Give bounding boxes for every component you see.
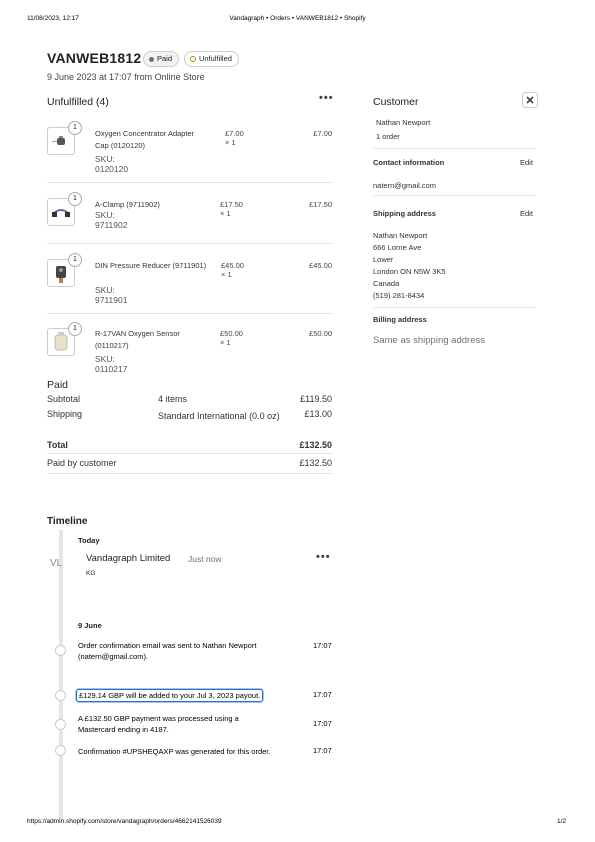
billing-address-title: Billing address xyxy=(373,315,427,324)
divider xyxy=(47,313,333,314)
shipping-desc: Standard International (0.0 oz) xyxy=(158,411,280,421)
divider xyxy=(47,473,333,474)
paid-by-label: Paid by customer xyxy=(47,458,117,468)
billing-address-value: Same as shipping address xyxy=(373,335,485,346)
print-page-title: Vandagraph • Orders • VANWEB1812 • Shopify xyxy=(229,15,366,22)
divider xyxy=(373,148,535,149)
comment-author: Vandagraph Limited xyxy=(86,553,171,564)
unfulfilled-more-button[interactable]: ••• xyxy=(319,92,334,104)
item-sku: SKU: 0110217 xyxy=(95,354,128,374)
paid-badge-label: Paid xyxy=(157,54,173,63)
item-total: £7.00 xyxy=(313,129,332,138)
total-label: Total xyxy=(47,440,68,450)
unfulfilled-dot-icon xyxy=(190,56,196,62)
timeline-today-label: Today xyxy=(78,536,100,545)
timeline-event-text: Confirmation #UPSHEQAXP was generated for this order. xyxy=(78,747,271,756)
address-line: 666 Lorne Ave xyxy=(373,243,422,252)
order-title: VANWEB1812 xyxy=(47,50,142,66)
avatar: VL xyxy=(50,558,63,569)
divider xyxy=(47,243,333,244)
comment-text: KG xyxy=(86,570,96,577)
unfulfilled-title: Unfulfilled (4) xyxy=(47,96,109,108)
item-sku: SKU: 9711901 xyxy=(95,285,128,305)
comment-time: Just now xyxy=(188,554,222,564)
timeline-event-text: Order confirmation email was sent to Nathan Newport (natern@gmail.com). xyxy=(78,641,257,661)
divider xyxy=(47,453,333,454)
unfulfilled-badge xyxy=(184,51,239,67)
order-subtitle: 9 June 2023 at 17:07 from Online Store xyxy=(47,72,205,82)
comment-more-button[interactable]: ••• xyxy=(316,551,331,563)
print-page-number: 1/2 xyxy=(557,818,567,825)
divider xyxy=(47,182,333,183)
timeline-event-time: 17:07 xyxy=(313,641,332,650)
item-unit-price: £50.00 × 1 xyxy=(220,329,243,347)
item-unit-price: £7.00 × 1 xyxy=(225,129,244,147)
divider xyxy=(373,195,535,196)
shipping-address-title: Shipping address xyxy=(373,209,436,218)
paid-badge xyxy=(143,51,179,67)
address-line: Lower xyxy=(373,255,394,264)
paid-dot-icon xyxy=(149,57,154,62)
paid-by-value: £132.50 xyxy=(299,458,332,468)
subtotal-value: £119.50 xyxy=(300,394,332,404)
timeline-event-time: 17:07 xyxy=(313,719,332,728)
unfulfilled-badge-label: Unfulfilled xyxy=(199,54,232,63)
timeline-event-time: 17:07 xyxy=(313,746,332,755)
print-url: https://admin.shopify.com/store/vandagraph/orders/4662141526039 xyxy=(27,818,222,825)
divider xyxy=(373,307,535,308)
timeline-dot xyxy=(55,745,66,756)
edit-contact-button[interactable]: Edit xyxy=(520,158,533,167)
item-unit-price: £17.50 × 1 xyxy=(220,200,243,218)
item-total: £45.00 xyxy=(309,261,332,270)
paid-title: Paid xyxy=(47,379,69,391)
quantity-badge: 1 xyxy=(68,121,82,135)
total-value: £132.50 xyxy=(299,440,332,450)
customer-name-link[interactable]: Nathan Newport xyxy=(376,118,431,127)
timeline-event-time: 17:07 xyxy=(313,690,332,699)
item-sku: SKU: 0120120 xyxy=(95,154,129,174)
shipping-label: Shipping xyxy=(47,409,83,419)
address-line: London ON N5W 3K5 xyxy=(373,267,446,276)
subtotal-label: Subtotal xyxy=(47,394,81,404)
print-datetime: 11/08/2023, 12:17 xyxy=(27,15,79,22)
item-name-link[interactable]: A-Clamp (9711902) xyxy=(95,200,160,209)
item-total: £50.00 xyxy=(309,329,332,338)
customer-title: Customer xyxy=(373,96,419,108)
contact-title: Contact information xyxy=(373,158,445,167)
shipping-value: £13.00 xyxy=(304,409,332,419)
timeline-dot xyxy=(55,719,66,730)
customer-email-link[interactable]: natern@gmail.com xyxy=(373,181,437,190)
item-sku: SKU: 9711902 xyxy=(95,210,128,230)
timeline-title: Timeline xyxy=(47,516,88,527)
item-total: £17.50 xyxy=(309,200,332,209)
item-name-link[interactable]: Oxygen Concentrator Adapter Cap (0120120) xyxy=(95,129,195,150)
timeline-dot xyxy=(55,690,66,701)
address-line: Canada xyxy=(373,279,400,288)
close-button[interactable] xyxy=(522,92,538,108)
customer-orders-link[interactable]: 1 order xyxy=(376,132,400,141)
edit-shipping-button[interactable]: Edit xyxy=(520,209,533,218)
timeline-dot xyxy=(55,645,66,656)
item-unit-price: £45.00 × 1 xyxy=(221,261,244,279)
address-line: (519) 281-8434 xyxy=(373,291,425,300)
quantity-badge: 1 xyxy=(68,322,82,336)
item-name-link[interactable]: R-17VAN Oxygen Sensor (0110217) xyxy=(95,329,180,350)
quantity-badge: 1 xyxy=(68,253,82,267)
timeline-date-label: 9 June xyxy=(78,621,102,630)
shipping-address xyxy=(373,230,446,302)
quantity-badge: 1 xyxy=(68,192,82,206)
address-line: Nathan Newport xyxy=(373,231,428,240)
timeline-event-text[interactable]: A £132.50 GBP payment was processed using a Mastercard ending in 4187. xyxy=(78,714,239,734)
close-icon xyxy=(523,93,537,107)
subtotal-desc: 4 items xyxy=(158,394,188,404)
payout-link[interactable]: £129.14 GBP will be added to your Jul 3, 2023 payout. xyxy=(76,689,263,702)
item-name-link[interactable]: DIN Pressure Reducer (9711901) xyxy=(95,261,207,270)
